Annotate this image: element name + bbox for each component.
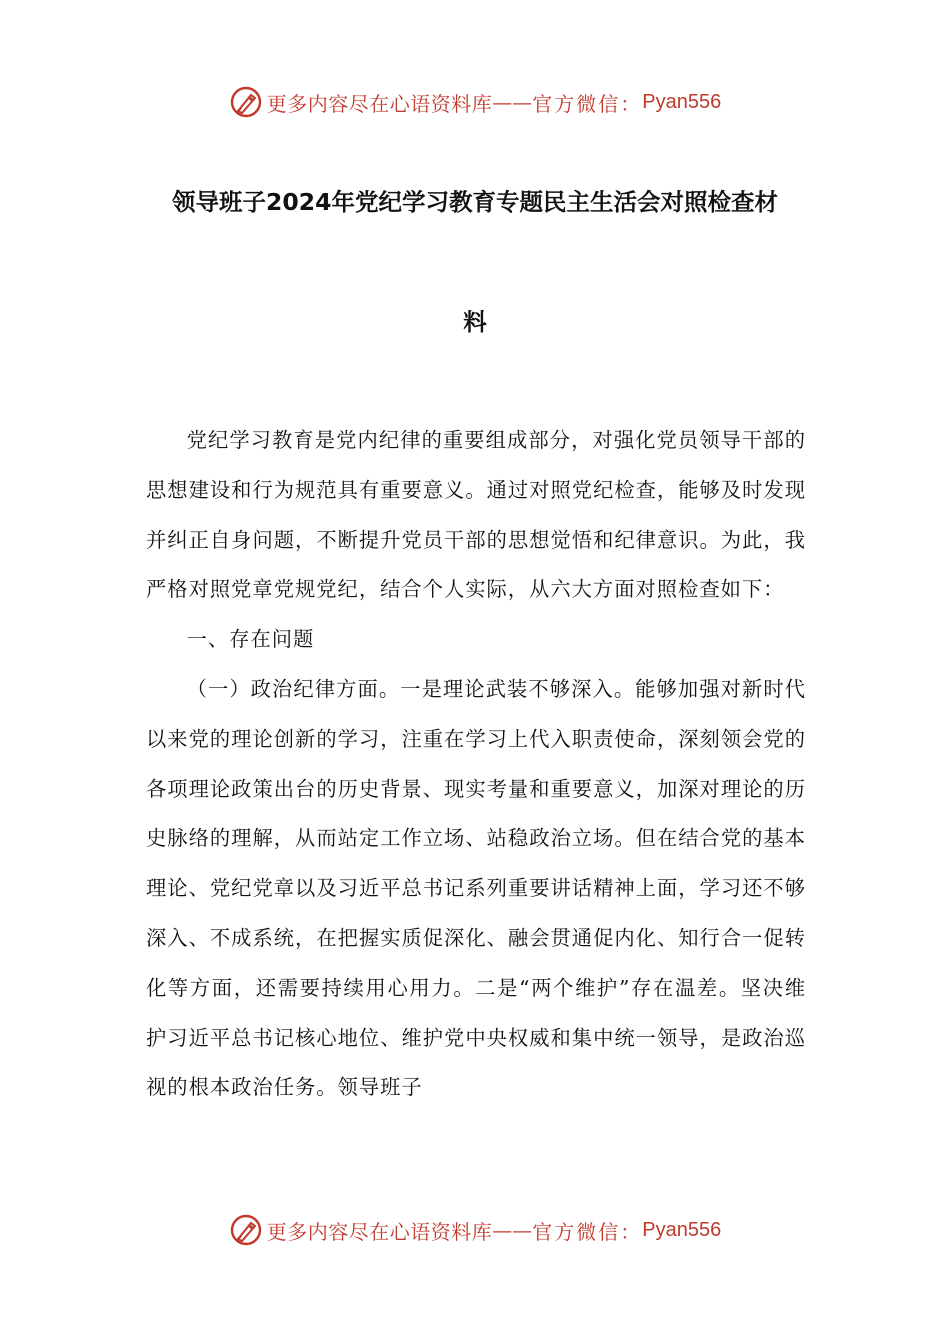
banner-wechat-label: 官方微信：: [532, 91, 643, 116]
banner-text: 更多内容尽在心语资料库: [266, 1219, 493, 1244]
document-title-line2: 料: [463, 308, 487, 336]
banner-wechat-id: Pyan556: [642, 90, 722, 113]
banner-dash: ——: [492, 1218, 533, 1242]
banner-text: 更多内容尽在心语资料库: [266, 91, 493, 116]
banner-dash: ——: [492, 90, 533, 114]
banner-wechat-label: 官方微信：: [532, 1219, 643, 1244]
paragraph-intro: 党纪学习教育是党内纪律的重要组成部分，对强化党员领导干部的思想建设和行为规范具有重要意义。通过对照党纪检查，能够及时发现并纠正自身问题，不断提升党员干部的思想觉悟和纪律意识。为此，我严格对照党章党规党纪，结合个人实际，从六大方面对照检查如下：: [146, 428, 806, 602]
pen-nib-logo-icon: [229, 1213, 263, 1247]
header-banner: [0, 82, 950, 122]
document-body: [146, 416, 806, 1113]
banner-wechat-id: Pyan556: [642, 1218, 722, 1241]
footer-banner: [0, 1210, 950, 1250]
section-heading-issues: 一、存在问题: [186, 627, 315, 652]
document-title-line1: 领导班子2024年党纪学习教育专题民主生活会对照检查材: [172, 188, 778, 216]
pen-nib-logo-icon: [229, 85, 263, 119]
paragraph-political-discipline: （一）政治纪律方面。一是理论武装不够深入。能够加强对新时代以来党的理论创新的学习，注重在学习上代入职责使命，深刻领会党的各项理论政策出台的历史背景、现实考量和重要意义，加深对理论的历史脉络的理解，从而站定工作立场、站稳政治立场。但在结合党的基本理论、党纪党章以及习近平总书记系列重要讲话精神上面，学习还不够深入、不成系统，在把握实质促深化、融会贯通促内化、知行合一促转化等方面，还需要持续用心用力。二是“两个维护”存在温差。坚决维护习近平总书记核心地位、维护党中央权威和集中统一领导，是政治巡视的根本政治任务。领导班子: [146, 676, 806, 1100]
